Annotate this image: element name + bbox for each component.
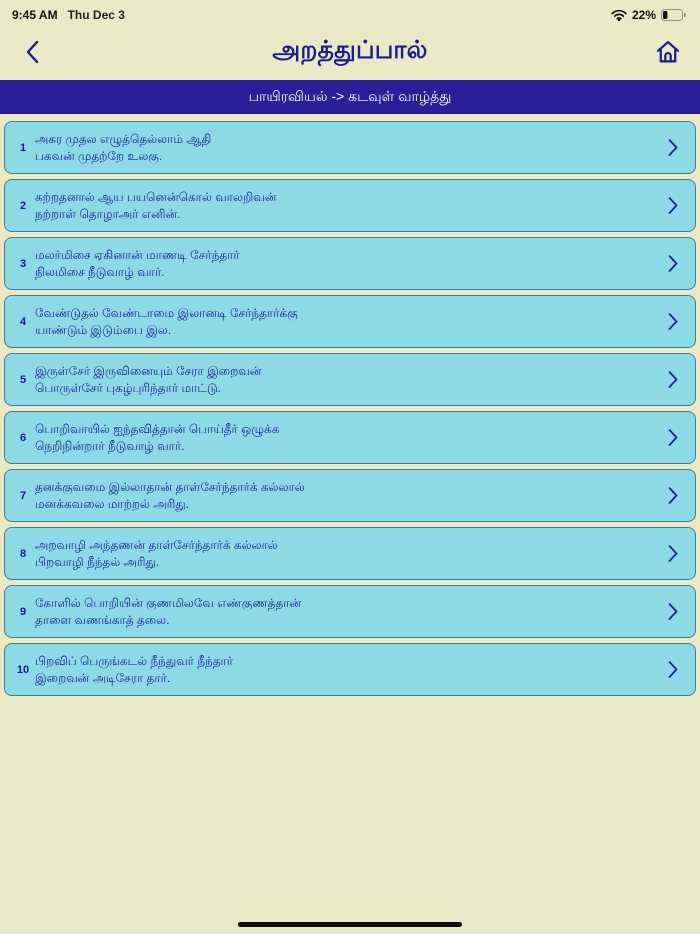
list-item[interactable]: [4, 121, 696, 174]
chevron-right-icon: [667, 602, 679, 621]
list-item[interactable]: [4, 585, 696, 638]
kural-line-2: நிலமிசை நீடுவாழ் வார்.: [35, 264, 165, 279]
kural-line-2: மனக்கவலை மாற்றல் அரிது.: [35, 496, 190, 511]
kural-text: [35, 653, 667, 686]
list-item[interactable]: [4, 237, 696, 290]
kural-text: [35, 363, 667, 396]
chevron-left-icon: [25, 39, 40, 65]
kural-text: [35, 421, 667, 454]
item-number: 2: [19, 199, 27, 212]
chevron-right-icon: [667, 370, 679, 389]
chevron-right-icon: [667, 312, 679, 331]
header: [0, 26, 700, 78]
status-date: Thu Dec 3: [67, 8, 125, 22]
home-button[interactable]: [640, 26, 696, 78]
item-number: 8: [19, 547, 27, 560]
chevron-right-icon: [667, 428, 679, 447]
kural-line-2: நெறிநின்றார் நீடுவாழ் வார்.: [35, 438, 185, 453]
item-number: 4: [19, 315, 27, 328]
status-time: 9:45 AM: [12, 8, 58, 22]
kural-line-2: நற்றாள் தொழாஅர் எனின்.: [35, 206, 181, 221]
battery-percent: 22%: [631, 8, 656, 22]
kural-line-1: மலர்மிசை ஏகினான் மாணடி சேர்ந்தார்: [35, 248, 240, 262]
list-item[interactable]: [4, 179, 696, 232]
home-icon: [654, 38, 682, 66]
chevron-right-icon: [667, 138, 679, 157]
chevron-right-icon: [667, 660, 679, 679]
kural-line-2: தாளை வணங்காத் தலை.: [35, 612, 170, 627]
chevron-right-icon: [667, 486, 679, 505]
kural-line-1: இருள்சேர் இருவினையும் சேரா இறைவன்: [35, 364, 262, 378]
item-number: 10: [16, 663, 30, 676]
kural-line-2: யாண்டும் இடும்பை இல.: [35, 322, 172, 337]
home-indicator-bar[interactable]: [238, 922, 462, 927]
list-item[interactable]: [4, 353, 696, 406]
kural-text: [35, 189, 667, 222]
kural-line-1: பிறவிப் பெருங்கடல் நீந்துவர் நீந்தார்: [35, 654, 234, 668]
item-number: 7: [19, 489, 27, 502]
list-item[interactable]: [4, 527, 696, 580]
breadcrumb-banner: [0, 80, 700, 114]
item-number: 9: [19, 605, 27, 618]
chevron-right-icon: [667, 544, 679, 563]
kural-line-1: பொறிவாயில் ஐந்தவித்தான் பொய்தீர் ஒழுக்க: [35, 422, 280, 436]
kural-line-1: அறவாழி அந்தணன் தாள்சேர்ந்தார்க் கல்லால்: [35, 538, 278, 552]
kural-text: [35, 595, 667, 628]
back-button[interactable]: [4, 26, 60, 78]
kural-line-2: பகவன் முதற்றே உலகு.: [35, 148, 163, 163]
kural-line-2: பொருள்சேர் புகழ்புரிந்தார் மாட்டு.: [35, 380, 221, 395]
battery-icon: [661, 9, 686, 21]
item-number: 3: [19, 257, 27, 270]
item-number: 6: [19, 431, 27, 444]
kural-text: [35, 479, 667, 512]
kural-line-2: பிறவாழி நீந்தல் அரிது.: [35, 554, 160, 569]
status-left: [12, 8, 125, 22]
kural-line-2: இறைவன் அடிசேரா தார்.: [35, 670, 171, 685]
breadcrumb: பாயிரவியல் -> கடவுள் வாழ்த்து: [248, 87, 452, 104]
kural-text: [35, 537, 667, 570]
list-item[interactable]: [4, 643, 696, 696]
item-number: 5: [19, 373, 27, 386]
kural-text: [35, 131, 667, 164]
kural-line-1: கோளில் பொறியின் குணமிலவே எண்குணத்தான்: [35, 596, 302, 610]
list-item[interactable]: [4, 411, 696, 464]
chevron-right-icon: [667, 196, 679, 215]
wifi-icon: [611, 9, 627, 21]
status-bar: [0, 0, 700, 26]
kural-line-1: வேண்டுதல் வேண்டாமை இலானடி சேர்ந்தார்க்கு: [35, 306, 298, 320]
kural-list: [0, 114, 700, 696]
status-right: [611, 8, 686, 22]
kural-line-1: அகர முதல எழுத்தெல்லாம் ஆதி: [35, 132, 212, 146]
kural-text: [35, 247, 667, 280]
kural-line-1: தனக்குவமை இல்லாதான் தாள்சேர்ந்தார்க் கல்லால்: [35, 480, 305, 494]
kural-text: [35, 305, 667, 338]
chevron-right-icon: [667, 254, 679, 273]
item-number: 1: [19, 141, 27, 154]
list-item[interactable]: [4, 469, 696, 522]
kural-line-1: கற்றதனால் ஆய பயனென்கொல் வாலறிவன்: [35, 190, 277, 204]
list-item[interactable]: [4, 295, 696, 348]
page-title: அறத்துப்பால்: [272, 36, 428, 64]
